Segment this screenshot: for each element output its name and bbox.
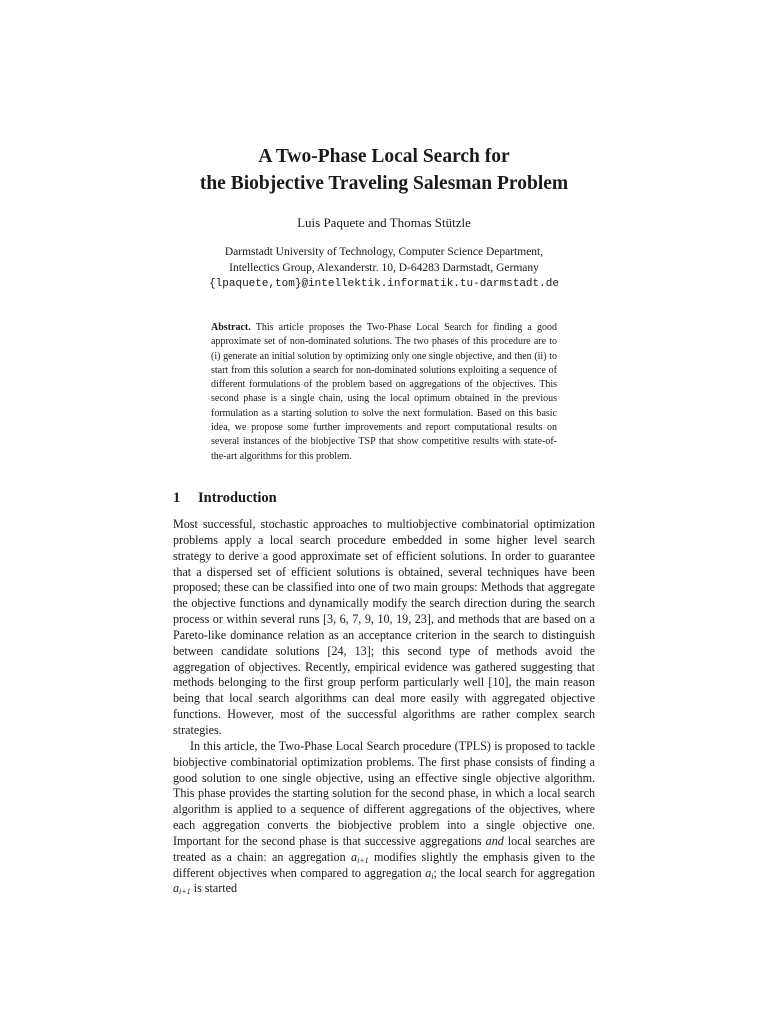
paragraph-2	[173, 739, 595, 897]
paragraph-2-part-e: is started	[193, 881, 238, 896]
title-line-2: the Biobjective Traveling Salesman Problem	[199, 173, 569, 194]
paragraph-2-part-b: local searches are treated as a chain: an aggregation	[173, 833, 595, 864]
math-a-i-plus-1: $a_{i+1}$	[351, 849, 369, 865]
title-line-1: A Two-Phase Local Search for	[258, 146, 510, 167]
paragraph-2-part-c: modifies slightly the emphasis given to the different objectives when compared to aggregation	[173, 849, 596, 880]
affiliation-line-1: Darmstadt University of Technology, Computer Science Department,	[224, 246, 544, 258]
affiliation-line-2: Intellectics Group, Alexanderstr. 10, D-64283 Darmstadt, Germany	[229, 262, 539, 274]
math-a-i: $a_i$	[425, 865, 434, 881]
math-a-i-plus-1-second: $a_{i+1}$	[173, 881, 191, 897]
section-number: 1	[173, 490, 181, 506]
paper-authors: Luis Paquete and Thomas Stützle	[297, 215, 471, 230]
section-title: Introduction	[198, 490, 277, 506]
abstract-label: Abstract.	[211, 322, 251, 333]
abstract	[211, 321, 557, 464]
paragraph-2-emphasis: and	[485, 833, 504, 848]
paper-title	[0, 143, 768, 197]
body-text	[173, 517, 595, 897]
paragraph-2-part-a: In this article, the Two-Phase Local Search procedure (TPLS) is proposed to tackle biobjective combinatorial optimization problems. The first phase consists of finding a good solution to one single objective, using an effective single objective algorithm. This phase provides the starting solution for the second phase, in which a local search algorithm is applied to a sequence of different aggregations of the objectives, where each aggregation converts the biobjective problem into a single objective one. Important for the second phase is that successive aggregations	[173, 738, 595, 848]
paragraph-1: Most successful, stochastic approaches to multiobjective combinatorial optimization problems apply a local search procedure embedded in some higher level search strategy to derive a good approximate set of efficient solutions. In order to guarantee that a dispersed set of efficient solutions is obtained, several techniques have been proposed; these can be classified into one of two main groups: Methods that aggregate the objective functions and dynamically modify the search direction during the search process or within several runs [3, 6, 7, 9, 10, 19, 23], and methods that are based on a Pareto-like dominance relation as an acceptance criterion in the search to distinguish between candidate solutions [24, 13]; this second type of methods avoid the aggregation of objectives. Recently, empirical evidence was gathered suggesting that methods belonging to the first group perform particularly well [10], the main reason being that local search algorithms can deal more easily with aggregated objective functions. However, most of the successful algorithms are rather complex search strategies.	[173, 517, 595, 737]
author-email: {lpaquete,tom}@intellektik.informatik.tu-darmstadt.de	[209, 278, 559, 290]
section-heading	[173, 488, 277, 508]
paper-affiliation	[0, 244, 768, 292]
paragraph-2-part-d: ; the local search for aggregation	[433, 865, 595, 880]
abstract-text: This article proposes the Two-Phase Local Search for finding a good approximate set of non-dominated solutions. The two phases of this procedure are to (i) generate an initial solution by optimizing only one single objective, and then (ii) to start from this solution a search for non-dominated solutions exploiting a sequence of different formulations of the problem based on aggregations of the objectives. This second phase is a single chain, using the local optimum obtained in the previous formulation as a starting solution to solve the next formulation. Based on this basic idea, we propose some further improvements and report computational results on several instances of the biobjective TSP that show competitive results with state-of-the-art algorithms for this problem.	[211, 322, 557, 462]
